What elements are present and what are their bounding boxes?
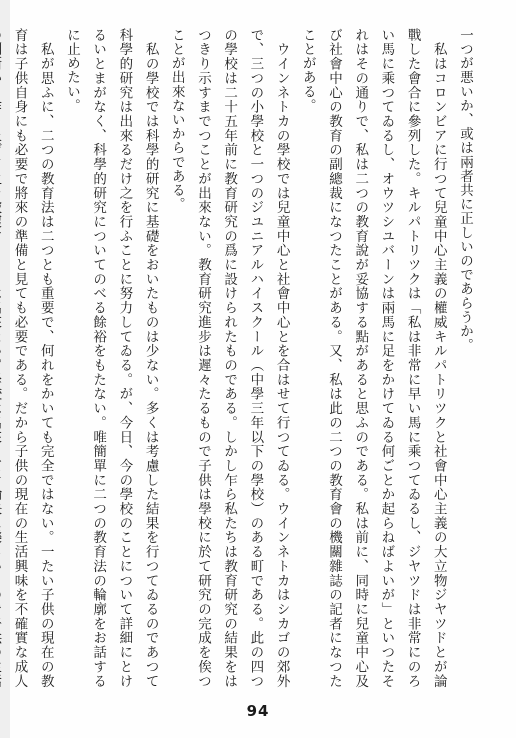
page-number: 94 (246, 702, 270, 720)
paragraph-5: 私が思ふに、二つの教育法は二つとも重要で、何れをかいても完全ではない。一たい子供の現在の教育は子供自身にも必要で將來の準備と見ても必要である。だから子供の現在の生活興味を不確實な成人 (11, 28, 54, 688)
paragraph-2: 私はコロンビアに行つて兒童中心主義の權威キルパトリツクと社會中心主義の大立物ジヤツドとが論戰した會合に參列した。キルパトリツクは「私は非常に早い馬に乘つてゐるし、ジヤツドは非常にのろい馬に乘つてゐるし、オウツシユバーンは兩馬に足をかけてゐる何ごとか起らねばよいが」といつたそれはその通りで、私は二つの教育說が妥協する點があると思ふのである。私は前に、同時に兒童中心及び社會中心の教育の副總裁になつたことがある。又、私は此の二つの教育會の機關雜誌の記者になつたことがある。 (299, 28, 447, 688)
body-text (11, 28, 478, 688)
paragraph-3: ウインネトカの學校では兒童中心と社會中心とを合はせて行つてゐる。ウインネトカはシカゴの郊外で、三つの小學校と一つのジユニアルハイスクール（中學三年以下の學校）のある町である。此の四つの學校は二十五年前に教育研究の爲に設けられたものである。しかし乍ら私たちは教育研究の結果をはつきり示すまでつことが出來ない。教育研究進步は遲々たるもので子供は學校に於て研究の完成を俟つことが出來ないからである。 (168, 28, 290, 688)
paragraph-4: 私の學校では科學的研究に基礎をおいたものは少ない。多くは考慮した結果を行つてゐるのであつて科學的研究は出來るだけ之を行ふことに努力してゐる。が、今日、今の學校のことについて詳細にとけるいとまがなく、科學的研究についてのべる餘裕をもたない。唯簡單に二つの教育法の輪廓をお話するに止めたい。 (63, 28, 159, 688)
paragraph-1: 一つが悪いか、或は兩者共に正しいのであらうか。 (457, 28, 473, 353)
